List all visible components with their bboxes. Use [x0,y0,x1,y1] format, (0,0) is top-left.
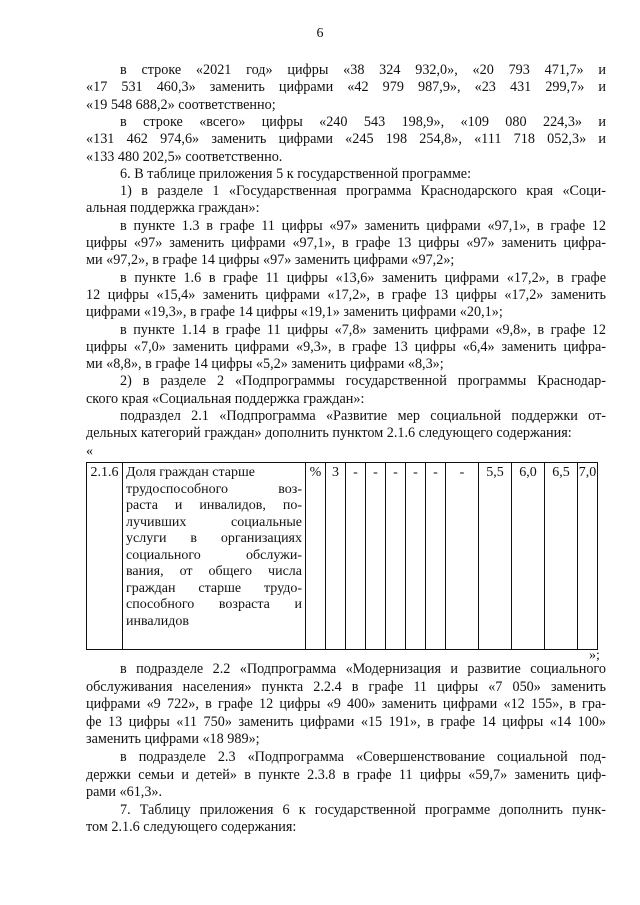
text-line: цифрами «9 722», в графе 12 цифры «9 400» заменить цифрами «12 155», в гра- [86,696,606,713]
description-line: социального обслужи- [126,547,302,563]
value-cell: 5,5 [479,463,512,650]
description-line: услуги в организациях [126,531,302,546]
text-line: ми «8,8», в графе 14 цифры «5,2» заменить цифрами «8,3»; [86,356,444,373]
text-line: «17 531 460,3» заменить цифрами «42 979 987,9», «23 431 299,7» и [86,79,606,96]
value-cell: - [366,463,386,650]
value-cell: 6,5 [545,463,578,650]
text-line: в пункте 1.14 в графе 11 цифры «7,8» заменить цифрами «9,8», в графе 12 [120,321,606,338]
text-line: цифрами «19,3», в графе 14 цифры «19,1» заменить цифрами «20,1»; [86,304,503,321]
unit-cell: % [306,463,326,650]
text-line: подраздел 2.1 «Подпрограмма «Развитие мер социальной поддержки от- [120,408,606,424]
inserted-table-row [86,462,598,650]
text-line: в подразделе 2.2 «Подпрограмма «Модернизация и развитие социального [120,661,606,677]
description-line: граждан старше трудо- [126,580,302,596]
value-cell: 7,0 [578,463,598,650]
text-line: в подразделе 2.3 «Подпрограмма «Совершенствование социальной под- [120,749,606,765]
text-line: заменить цифрами «18 989»; [86,731,260,748]
text-line: 1) в разделе 1 «Государственная программа Краснодарского края «Соци- [120,183,606,200]
value-cell: - [346,463,366,650]
text-line: 12 цифры «15,4» заменить цифрами «17,2», в графе 13 цифры «17,2» заменить [86,286,606,303]
text-line: обслуживания населения» пункта 2.2.4 в графе 11 цифры «7 050» заменить [86,678,606,695]
text-line: 7. Таблицу приложения 6 к государственной программе дополнить пунк- [120,801,606,818]
text-line: альная поддержка граждан»: [86,200,260,217]
value-cell: 6,0 [512,463,545,650]
text-line: в пункте 1.6 в графе 11 цифры «13,6» заменить цифрами «17,2», в графе [120,269,606,286]
text-line: дельных категорий граждан» дополнить пунктом 2.1.6 следующего содержания: [86,425,572,442]
text-line: 6. В таблице приложения 5 к государственной программе: [120,165,472,182]
opening-quote: « [86,444,93,459]
description-line: лучивших социальные [126,514,302,530]
text-line: держки семьи и детей» в пункте 2.3.8 в графе 11 цифры «59,7» заменить циф- [86,766,606,783]
text-line: ского края «Социальная поддержка граждан»: [86,390,365,407]
table-row [87,463,598,650]
text-line: в строке «2021 год» цифры «38 324 932,0», «20 793 471,7» и [120,62,606,78]
text-line: том 2.1.6 следующего содержания: [86,819,297,836]
description-line: Доля граждан старше [126,465,255,480]
text-line: рами «61,3». [86,784,163,801]
text-line: «131 462 974,6» заменить цифрами «245 198 254,8», «111 718 052,3» и [86,131,606,148]
description-line: трудоспособного воз- [126,481,302,497]
text-line: цифры «97» заменить цифрами «97,1», в графе 13 цифры «97» заменить цифра- [86,235,606,251]
value-cell: - [406,463,426,650]
text-line: «133 480 202,5» соответственно. [86,148,283,165]
page-number: 6 [316,26,324,41]
text-line: в строке «всего» цифры «240 543 198,9», «109 080 224,3» и [120,113,606,130]
description-line: инвалидов [126,613,189,629]
description-line: вания, от общего числа [126,564,302,579]
text-line: цифры «7,0» заменить цифрами «9,3», в графе 13 цифры «6,4» заменить цифра- [86,338,606,355]
value-cell: - [446,463,479,650]
description-line: способного возраста и [126,597,302,612]
description-line: раста и инвалидов, по- [126,498,302,513]
indicator-description [123,463,306,650]
text-line: в пункте 1.3 в графе 11 цифры «97» заменить цифрами «97,1», в графе 12 [120,217,606,234]
closing-quote: »; [589,648,600,663]
value-cell: 3 [326,463,346,650]
row-number: 2.1.6 [87,463,123,650]
text-line: ми «97,2», в графе 14 цифры «97» заменить цифрами «97,2»; [86,252,455,269]
value-cell: - [386,463,406,650]
text-line: фе 13 цифры «11 750» заменить цифрами «15 191», в графе 14 цифры «14 100» [86,713,606,730]
text-line: 2) в разделе 2 «Подпрограммы государственной программы Краснодар- [120,373,606,390]
text-line: «19 548 688,2» соответственно; [86,96,276,113]
value-cell: - [426,463,446,650]
